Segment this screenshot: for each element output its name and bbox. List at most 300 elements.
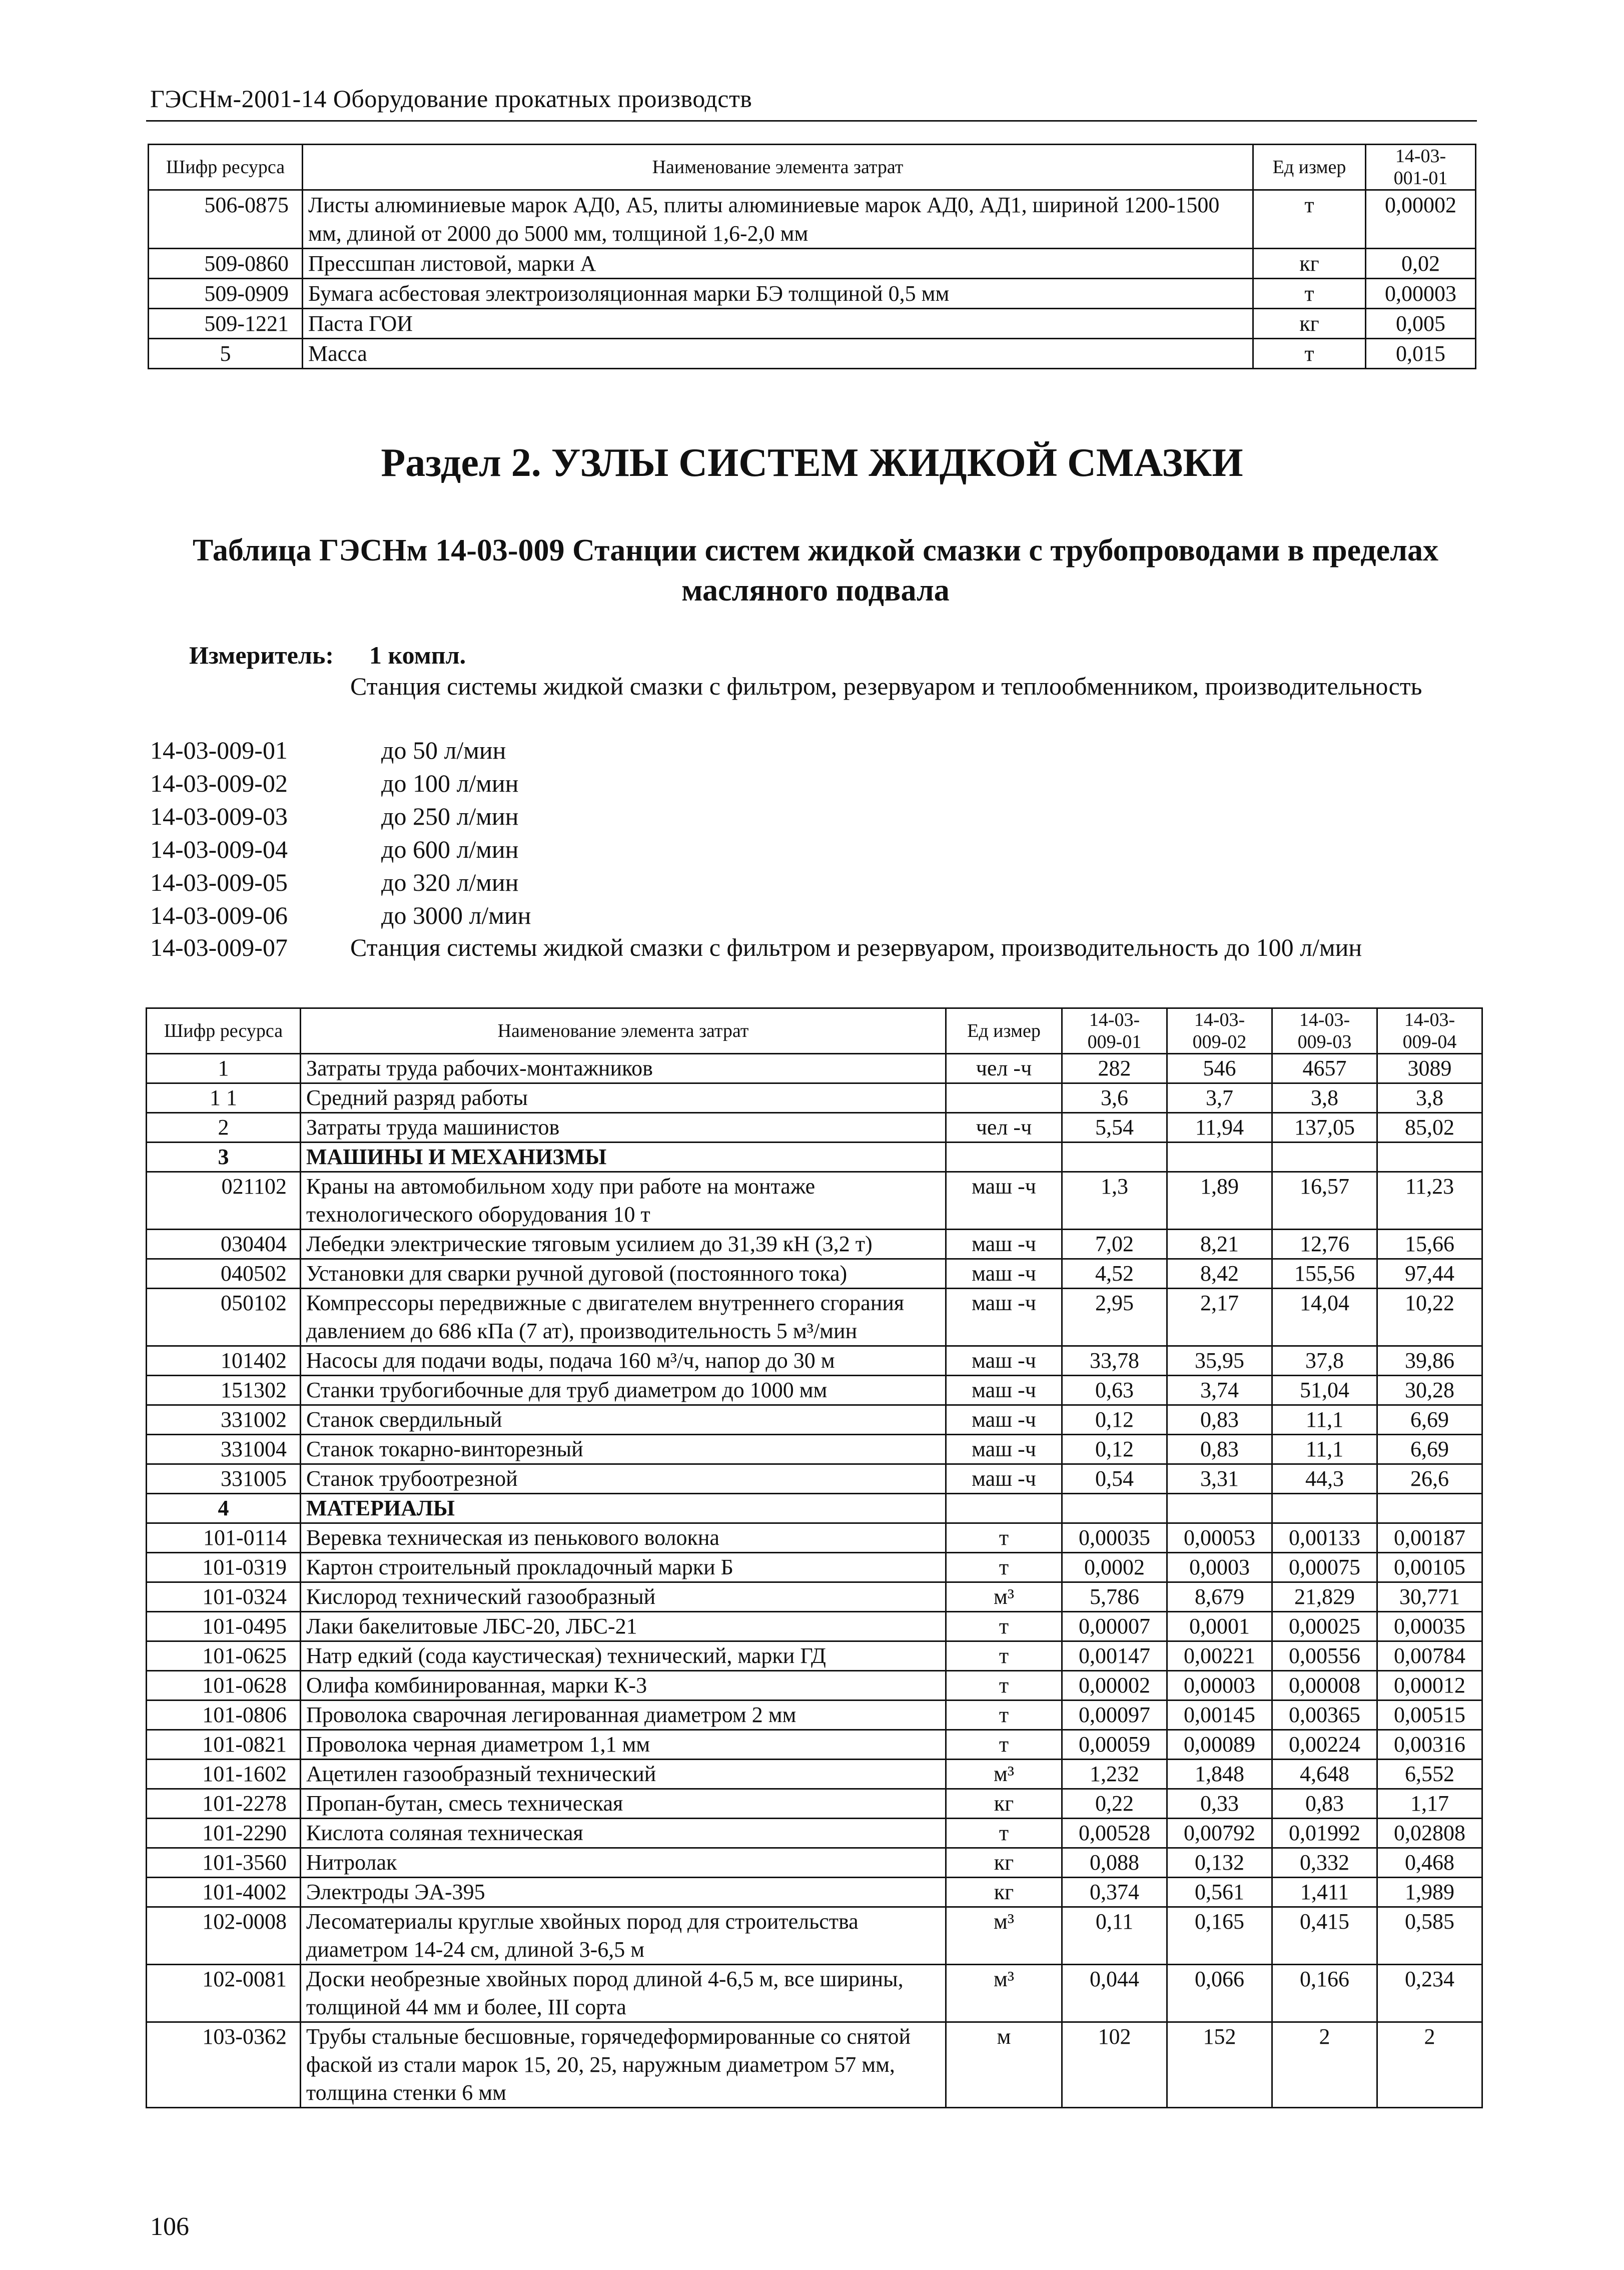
value-cell: 0,00515 [1377,1700,1482,1730]
value-cell: 3,31 [1167,1464,1272,1494]
value-cell: 0,22 [1062,1789,1167,1819]
unit-cell: м³ [946,1582,1062,1612]
value-cell: 0,00147 [1062,1641,1167,1671]
value-cell: 1,989 [1377,1878,1482,1907]
page-number: 106 [150,2212,189,2241]
resource-name-cell: Электроды ЭА-395 [301,1878,946,1907]
resource-code-cell: 040502 [147,1259,301,1289]
value-cell: 0,415 [1272,1907,1377,1965]
resource-name-cell: Картон строительный прокладочный марки Б [301,1553,946,1582]
unit-cell: чел -ч [946,1113,1062,1143]
variant-code: 14-03-009-03 [150,802,288,830]
resource-code-cell: 101-3560 [147,1848,301,1878]
value-cell: 0,12 [1062,1405,1167,1435]
value-cell: 0,066 [1167,1965,1272,2022]
value-cell: 11,1 [1272,1405,1377,1435]
variant-code: 14-03-009-02 [150,769,288,797]
table-row [147,1848,1482,1878]
value-cell: 35,95 [1167,1346,1272,1376]
variant-text: до 3000 л/мин [381,901,531,929]
value-cell: 0,00025 [1272,1612,1377,1641]
resource-code-cell: 151302 [147,1376,301,1405]
table-row [147,1612,1482,1641]
resource-name-cell: Масса [303,339,1253,369]
table-row [147,1230,1482,1259]
value-cell: 3089 [1377,1054,1482,1083]
resource-code-cell: 021102 [147,1172,301,1230]
value-cell: 8,42 [1167,1259,1272,1289]
value-cell: 0,0002 [1062,1553,1167,1582]
table-row [149,190,1476,249]
value-cell: 0,00002 [1062,1671,1167,1700]
variant-text: до 600 л/мин [381,835,519,863]
variant-item [150,833,1481,866]
value-cell: 8,679 [1167,1582,1272,1612]
resource-table [146,1007,1483,2108]
value-cell: 0,02 [1366,249,1476,279]
value-cell: 37,8 [1272,1346,1377,1376]
value-cell: 0,00035 [1062,1523,1167,1553]
table-row [147,1730,1482,1760]
value-cell: 16,57 [1272,1172,1377,1230]
value-cell: 11,1 [1272,1435,1377,1464]
column-header: Наименование элемента затрат [303,145,1253,190]
resource-name-cell: Трубы стальные бесшовные, горячедеформированные со снятой фаской из стали марок 15, 20, 25, наружным диаметром 57 мм, толщина стенки 6 мм [301,2022,946,2108]
value-cell: 4,648 [1272,1760,1377,1789]
variant-item [150,800,1481,833]
table-row [147,1671,1482,1700]
unit-cell: т [946,1671,1062,1700]
resource-code-cell: 101-0495 [147,1612,301,1641]
unit-cell: м [946,2022,1062,2108]
unit-cell: т [946,1612,1062,1641]
value-cell: 0,00003 [1366,279,1476,309]
resource-code-cell: 3 [147,1143,301,1172]
column-header: 14-03- 001-01 [1366,145,1476,190]
table-row [147,1435,1482,1464]
resource-name-cell: Станок токарно-винторезный [301,1435,946,1464]
value-cell: 0,83 [1272,1789,1377,1819]
value-cell: 0,83 [1167,1435,1272,1464]
resource-code-cell: 101-0628 [147,1671,301,1700]
table-row [147,1700,1482,1730]
resource-code-cell: 101-2290 [147,1819,301,1848]
value-cell [1167,1494,1272,1523]
value-cell: 4657 [1272,1054,1377,1083]
table-row [147,2022,1482,2108]
value-cell: 0,165 [1167,1907,1272,1965]
resource-name-cell: Лебедки электрические тяговым усилием до 31,39 кН (3,2 т) [301,1230,946,1259]
value-cell: 0,00105 [1377,1553,1482,1582]
variant-text: до 50 л/мин [381,736,506,764]
value-cell: 51,04 [1272,1376,1377,1405]
meter-value: 1 компл. [369,641,466,669]
resource-name-cell: Средний разряд работы [301,1083,946,1113]
table-row [147,1172,1482,1230]
resource-code-cell: 101-0319 [147,1553,301,1582]
value-cell: 0,00059 [1062,1730,1167,1760]
column-header: Наименование элемента затрат [301,1008,946,1054]
resource-code-cell: 1 1 [147,1083,301,1113]
table-row [147,1346,1482,1376]
value-cell: 0,00224 [1272,1730,1377,1760]
value-cell: 1,232 [1062,1760,1167,1789]
value-cell: 0,00784 [1377,1641,1482,1671]
table-row [147,1819,1482,1848]
value-cell: 0,00053 [1167,1523,1272,1553]
value-cell: 0,54 [1062,1464,1167,1494]
value-cell: 0,561 [1167,1878,1272,1907]
resource-name-cell: Бумага асбестовая электроизоляционная марки БЭ толщиной 0,5 мм [303,279,1253,309]
resource-code-cell: 101402 [147,1346,301,1376]
value-cell: 3,7 [1167,1083,1272,1113]
table-row [147,1878,1482,1907]
value-cell: 137,05 [1272,1113,1377,1143]
variant-code: 14-03-009-01 [150,736,288,764]
unit-cell: т [1253,339,1366,369]
column-header: Шифр ресурса [147,1008,301,1054]
column-header: Шифр ресурса [149,145,303,190]
unit-cell: т [1253,190,1366,249]
resource-name-cell: Доски необрезные хвойных пород длиной 4-6,5 м, все ширины, толщиной 44 мм и более, III сорта [301,1965,946,2022]
resource-name-cell: Олифа комбинированная, марки К-3 [301,1671,946,1700]
table-row [149,249,1476,279]
unit-cell: маш -ч [946,1435,1062,1464]
resource-name-cell: Натр едкий (сода каустическая) технический, марки ГД [301,1641,946,1671]
column-header: Ед измер [946,1008,1062,1054]
value-cell: 0,166 [1272,1965,1377,2022]
resource-code-cell: 331005 [147,1464,301,1494]
value-cell [1062,1143,1167,1172]
unit-cell: кг [946,1789,1062,1819]
table-row [149,309,1476,339]
value-cell: 102 [1062,2022,1167,2108]
resource-code-cell: 509-0909 [149,279,303,309]
value-cell: 3,6 [1062,1083,1167,1113]
resource-name-cell: Паста ГОИ [303,309,1253,339]
unit-cell: т [946,1730,1062,1760]
variant-item [150,734,1481,767]
table-row [147,1464,1482,1494]
unit-cell: т [946,1641,1062,1671]
unit-cell: маш -ч [946,1464,1062,1494]
value-cell: 0,332 [1272,1848,1377,1878]
value-cell: 0,00075 [1272,1553,1377,1582]
table-row [147,1054,1482,1083]
resource-code-cell: 101-4002 [147,1878,301,1907]
resource-name-cell: Насосы для подачи воды, подача 160 м³/ч, напор до 30 м [301,1346,946,1376]
value-cell: 30,771 [1377,1582,1482,1612]
table-row [147,1405,1482,1435]
variant-text: до 320 л/мин [381,868,519,896]
value-cell: 0,00012 [1377,1671,1482,1700]
resource-code-cell: 509-0860 [149,249,303,279]
unit-cell: маш -ч [946,1289,1062,1346]
variant-item [150,931,1481,964]
resource-code-cell: 101-2278 [147,1789,301,1819]
value-cell: 0,374 [1062,1878,1167,1907]
value-cell: 155,56 [1272,1259,1377,1289]
value-cell: 0,005 [1366,309,1476,339]
value-cell: 0,044 [1062,1965,1167,2022]
resource-code-cell: 506-0875 [149,190,303,249]
resource-code-cell: 050102 [147,1289,301,1346]
unit-cell: кг [1253,249,1366,279]
value-cell: 282 [1062,1054,1167,1083]
table-row [147,1907,1482,1965]
value-cell: 0,00097 [1062,1700,1167,1730]
resource-name-cell: Лесоматериалы круглые хвойных пород для строительства диаметром 14-24 см, длиной 3-6,5 м [301,1907,946,1965]
value-cell: 8,21 [1167,1230,1272,1259]
resource-code-cell: 331002 [147,1405,301,1435]
resource-code-cell: 5 [149,339,303,369]
table-row [147,1641,1482,1671]
value-cell: 4,52 [1062,1259,1167,1289]
table-row [149,279,1476,309]
resource-code-cell: 101-0806 [147,1700,301,1730]
value-cell: 6,69 [1377,1435,1482,1464]
value-cell: 0,01992 [1272,1819,1377,1848]
value-cell: 0,63 [1062,1376,1167,1405]
value-cell: 0,00187 [1377,1523,1482,1553]
value-cell: 2 [1377,2022,1482,2108]
resource-name-cell: Проволока сварочная легированная диаметром 2 мм [301,1700,946,1730]
value-cell: 0,234 [1377,1965,1482,2022]
unit-cell: маш -ч [946,1376,1062,1405]
value-cell: 21,829 [1272,1582,1377,1612]
resource-code-cell: 101-0821 [147,1730,301,1760]
value-cell: 5,54 [1062,1113,1167,1143]
value-cell: 0,585 [1377,1907,1482,1965]
value-cell: 0,11 [1062,1907,1167,1965]
value-cell: 0,132 [1167,1848,1272,1878]
resource-name-cell: Станки трубогибочные для труб диаметром до 1000 мм [301,1376,946,1405]
unit-cell: т [1253,279,1366,309]
value-cell: 33,78 [1062,1346,1167,1376]
variant-code: 14-03-009-07 [150,933,288,961]
resource-name-cell: Краны на автомобильном ходу при работе на монтаже технологического оборудования 10 т [301,1172,946,1230]
resource-code-cell: 030404 [147,1230,301,1259]
value-cell: 0,088 [1062,1848,1167,1878]
table-row [147,1553,1482,1582]
value-cell: 10,22 [1377,1289,1482,1346]
unit-cell: т [946,1523,1062,1553]
value-cell: 39,86 [1377,1346,1482,1376]
section-title: Раздел 2. УЗЛЫ СИСТЕМ ЖИДКОЙ СМАЗКИ [381,441,1243,485]
unit-cell: чел -ч [946,1054,1062,1083]
value-cell: 0,00365 [1272,1700,1377,1730]
variant-text: Станция системы жидкой смазки с фильтром и резервуаром, производительность до 100 л/мин [350,933,1362,961]
value-cell: 0,00007 [1062,1612,1167,1641]
value-cell: 0,00792 [1167,1819,1272,1848]
value-cell: 546 [1167,1054,1272,1083]
value-cell: 0,00145 [1167,1700,1272,1730]
value-cell: 2 [1272,2022,1377,2108]
variant-item [150,899,1481,932]
table-row [147,1259,1482,1289]
header-rule [146,120,1477,122]
table-header-row [147,1008,1482,1054]
resource-code-cell: 101-0324 [147,1582,301,1612]
value-cell: 1,3 [1062,1172,1167,1230]
value-cell: 3,8 [1272,1083,1377,1113]
unit-cell: т [946,1553,1062,1582]
resource-name-cell: Кислота соляная техническая [301,1819,946,1848]
unit-cell: т [946,1700,1062,1730]
unit-cell: маш -ч [946,1172,1062,1230]
unit-cell: м³ [946,1907,1062,1965]
resource-name-cell: Проволока черная диаметром 1,1 мм [301,1730,946,1760]
resource-code-cell: 103-0362 [147,2022,301,2108]
table-title: Таблица ГЭСНм 14-03-009 Станции систем жидкой смазки с трубопроводами в пределах масляного подвала [193,533,1438,608]
unit-cell: маш -ч [946,1346,1062,1376]
value-cell: 44,3 [1272,1464,1377,1494]
resource-name-cell: Кислород технический газообразный [301,1582,946,1612]
meter-label: Измеритель: [189,641,334,669]
value-cell: 0,00008 [1272,1671,1377,1700]
value-cell: 1,848 [1167,1760,1272,1789]
variant-item [150,767,1481,800]
variant-code: 14-03-009-05 [150,868,288,896]
value-cell: 11,94 [1167,1113,1272,1143]
resource-name-cell: Листы алюминиевые марок АД0, А5, плиты алюминиевые марок АД0, АД1, шириной 1200-1500 мм, длиной от 2000 до 5000 мм, толщиной 1,6-2,0 мм [303,190,1253,249]
resource-code-cell: 101-1602 [147,1760,301,1789]
value-cell: 2,17 [1167,1289,1272,1346]
resource-code-cell: 2 [147,1113,301,1143]
value-cell: 5,786 [1062,1582,1167,1612]
value-cell: 14,04 [1272,1289,1377,1346]
value-cell: 0,015 [1366,339,1476,369]
table-row [149,339,1476,369]
value-cell: 11,23 [1377,1172,1482,1230]
value-cell [1377,1143,1482,1172]
resource-code-cell: 101-0114 [147,1523,301,1553]
value-cell: 0,00002 [1366,190,1476,249]
resource-code-cell: 4 [147,1494,301,1523]
table-row [147,1523,1482,1553]
resource-name-cell: Станок трубоотрезной [301,1464,946,1494]
table-row [147,1760,1482,1789]
resource-name-cell: Прессшпан листовой, марки А [303,249,1253,279]
resource-name-cell: Ацетилен газообразный технический [301,1760,946,1789]
value-cell: 152 [1167,2022,1272,2108]
variant-code: 14-03-009-06 [150,901,288,929]
resource-code-cell: 101-0625 [147,1641,301,1671]
value-cell: 97,44 [1377,1259,1482,1289]
value-cell: 0,33 [1167,1789,1272,1819]
resource-name-cell: Затраты труда рабочих-монтажников [301,1054,946,1083]
value-cell: 3,8 [1377,1083,1482,1113]
table-row [147,1289,1482,1346]
value-cell: 0,00003 [1167,1671,1272,1700]
intro-text: Станция системы жидкой смазки с фильтром, резервуаром и теплообменником, производительность [350,672,1422,700]
resource-code-cell: 102-0081 [147,1965,301,2022]
variant-text: до 250 л/мин [381,802,519,830]
table-row [147,1789,1482,1819]
value-cell: 2,95 [1062,1289,1167,1346]
value-cell: 0,83 [1167,1405,1272,1435]
value-cell: 0,00089 [1167,1730,1272,1760]
value-cell: 0,0003 [1167,1553,1272,1582]
value-cell [1167,1143,1272,1172]
table-header-row [149,145,1476,190]
resource-name-cell: Компрессоры передвижные с двигателем внутреннего сгорания давлением до 686 кПа (7 ат), производительность 5 м³/мин [301,1289,946,1346]
table-row [147,1582,1482,1612]
table-row [147,1113,1482,1143]
running-header: ГЭСНм-2001-14 Оборудование прокатных производств [150,85,752,113]
value-cell: 0,0001 [1167,1612,1272,1641]
value-cell: 6,552 [1377,1760,1482,1789]
value-cell [1272,1143,1377,1172]
value-cell: 0,00556 [1272,1641,1377,1671]
unit-cell: кг [946,1848,1062,1878]
value-cell: 0,00221 [1167,1641,1272,1671]
unit-cell: маш -ч [946,1259,1062,1289]
column-header: 14-03- 009-02 [1167,1008,1272,1054]
unit-cell: кг [1253,309,1366,339]
value-cell: 1,17 [1377,1789,1482,1819]
resource-code-cell: 331004 [147,1435,301,1464]
value-cell: 3,74 [1167,1376,1272,1405]
value-cell: 15,66 [1377,1230,1482,1259]
resource-name-cell: Установки для сварки ручной дуговой (постоянного тока) [301,1259,946,1289]
resource-name-cell: МАШИНЫ И МЕХАНИЗМЫ [301,1143,946,1172]
table-row [147,1083,1482,1113]
value-cell: 0,02808 [1377,1819,1482,1848]
variant-item [150,866,1481,899]
resource-name-cell: Веревка техническая из пенькового волокна [301,1523,946,1553]
unit-cell: м³ [946,1760,1062,1789]
table-row [147,1965,1482,2022]
value-cell: 85,02 [1377,1113,1482,1143]
variant-text: до 100 л/мин [381,769,519,797]
table-row [147,1376,1482,1405]
value-cell: 12,76 [1272,1230,1377,1259]
unit-cell: кг [946,1878,1062,1907]
unit-cell: маш -ч [946,1230,1062,1259]
column-header: 14-03- 009-04 [1377,1008,1482,1054]
column-header: Ед измер [1253,145,1366,190]
value-cell: 1,89 [1167,1172,1272,1230]
unit-cell [946,1083,1062,1113]
value-cell [1062,1494,1167,1523]
value-cell: 0,00528 [1062,1819,1167,1848]
resource-name-cell: Нитролак [301,1848,946,1878]
value-cell [1377,1494,1482,1523]
resource-name-cell: Станок свердильный [301,1405,946,1435]
value-cell: 0,00035 [1377,1612,1482,1641]
value-cell: 0,12 [1062,1435,1167,1464]
resource-name-cell: МАТЕРИАЛЫ [301,1494,946,1523]
value-cell: 26,6 [1377,1464,1482,1494]
value-cell: 0,00316 [1377,1730,1482,1760]
variant-code: 14-03-009-04 [150,835,288,863]
resource-code-cell: 509-1221 [149,309,303,339]
column-header: 14-03- 009-03 [1272,1008,1377,1054]
resource-code-cell: 1 [147,1054,301,1083]
resource-name-cell: Пропан-бутан, смесь техническая [301,1789,946,1819]
value-cell: 0,468 [1377,1848,1482,1878]
value-cell: 0,00133 [1272,1523,1377,1553]
resource-name-cell: Лаки бакелитовые ЛБС-20, ЛБС-21 [301,1612,946,1641]
unit-cell: т [946,1819,1062,1848]
unit-cell: м³ [946,1965,1062,2022]
value-cell: 6,69 [1377,1405,1482,1435]
resource-name-cell: Затраты труда машинистов [301,1113,946,1143]
table-row [147,1494,1482,1523]
unit-cell [946,1494,1062,1523]
resource-code-cell: 102-0008 [147,1907,301,1965]
